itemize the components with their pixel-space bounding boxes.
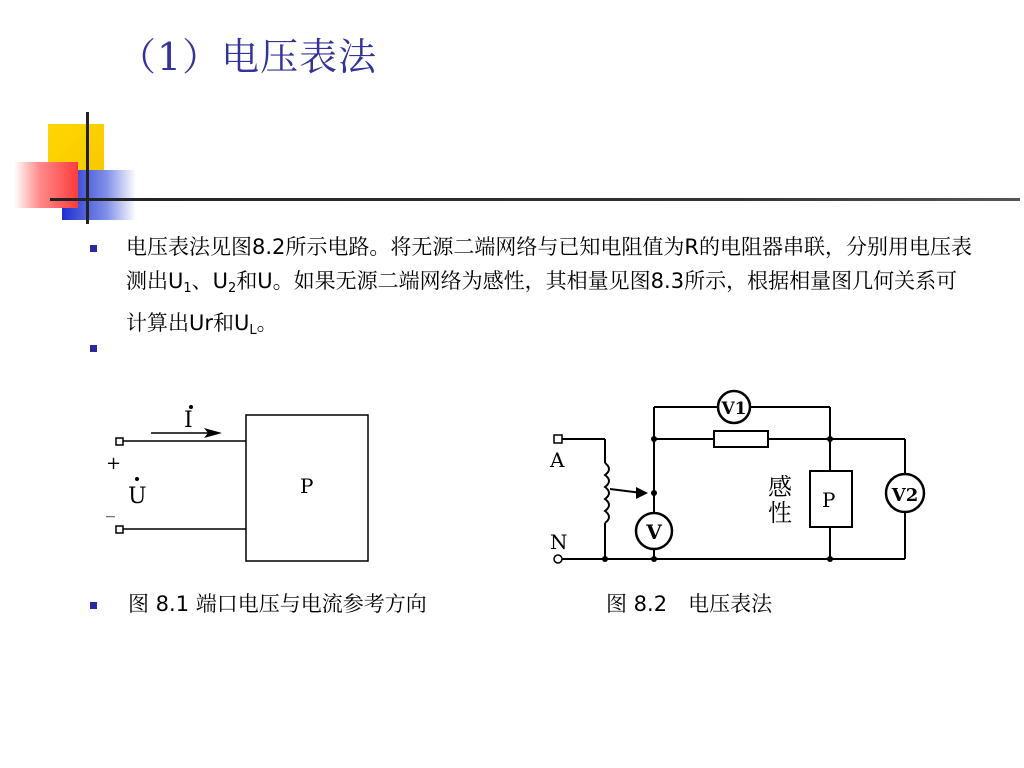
fig2-meter-v1 <box>718 391 750 423</box>
para-text-1: 电压表法见图8.2所示电路。将无源二端网络与已知电阻值为R的电阻器串联，分别用电压表测出U <box>126 235 972 293</box>
page-title: （1）电压表法 <box>118 35 378 79</box>
fig2-box-label: P <box>822 488 836 512</box>
bullet-2 <box>90 345 97 352</box>
fig2-node-n-label: N <box>550 530 568 554</box>
fig2-tap-arrow <box>636 487 648 499</box>
body-paragraph <box>126 230 976 348</box>
fig2-autotransformer-coil <box>605 463 609 523</box>
fig1-terminal-top <box>116 438 123 445</box>
fig2-terminal-a <box>554 435 562 443</box>
caption-fig-8-1: 图 8.1 端口电压与电流参考方向 <box>128 592 427 616</box>
svg-text:V: V <box>646 520 662 544</box>
figure-8-2 <box>540 385 940 575</box>
fig2-terminal-n <box>554 555 562 563</box>
deco-horizontal-line <box>50 198 1020 201</box>
fig1-voltage-label: U <box>128 484 147 509</box>
fig1-plus-sign: + <box>106 453 122 474</box>
deco-red-block <box>14 162 78 208</box>
caption-fig-8-2: 图 8.2 电压表法 <box>606 592 773 616</box>
fig2-inductive-label-2: 性 <box>768 499 792 527</box>
svg-text:V1: V1 <box>721 399 747 419</box>
bullet-1 <box>90 245 97 252</box>
deco-vertical-line <box>86 112 89 224</box>
fig1-minus-sign: _ <box>106 497 115 518</box>
fig2-meter-v2 <box>886 474 924 512</box>
fig2-resistor <box>714 431 768 447</box>
fig2-inductive-label-1: 感 <box>768 473 792 501</box>
fig2-node-a-label: A <box>550 448 565 472</box>
fig1-current-label: I <box>184 408 193 433</box>
para-sub-1: 1 <box>183 281 192 296</box>
para-text-2: 、U <box>191 269 229 293</box>
para-sub-3: L <box>249 323 257 338</box>
fig1-box-label: P <box>300 474 314 498</box>
figure-8-1 <box>96 395 386 575</box>
bullet-3 <box>90 602 97 609</box>
para-sub-2: 2 <box>228 281 237 296</box>
fig1-terminal-bottom <box>116 526 123 533</box>
fig2-meter-v <box>636 513 672 549</box>
svg-text:V2: V2 <box>891 485 919 506</box>
para-text-4: 。 <box>256 311 278 335</box>
para-text-3: 和U。如果无源二端网络为感性，其相量见图8.3所示，根据相量图几何关系可计算出Ur和U <box>126 269 958 335</box>
